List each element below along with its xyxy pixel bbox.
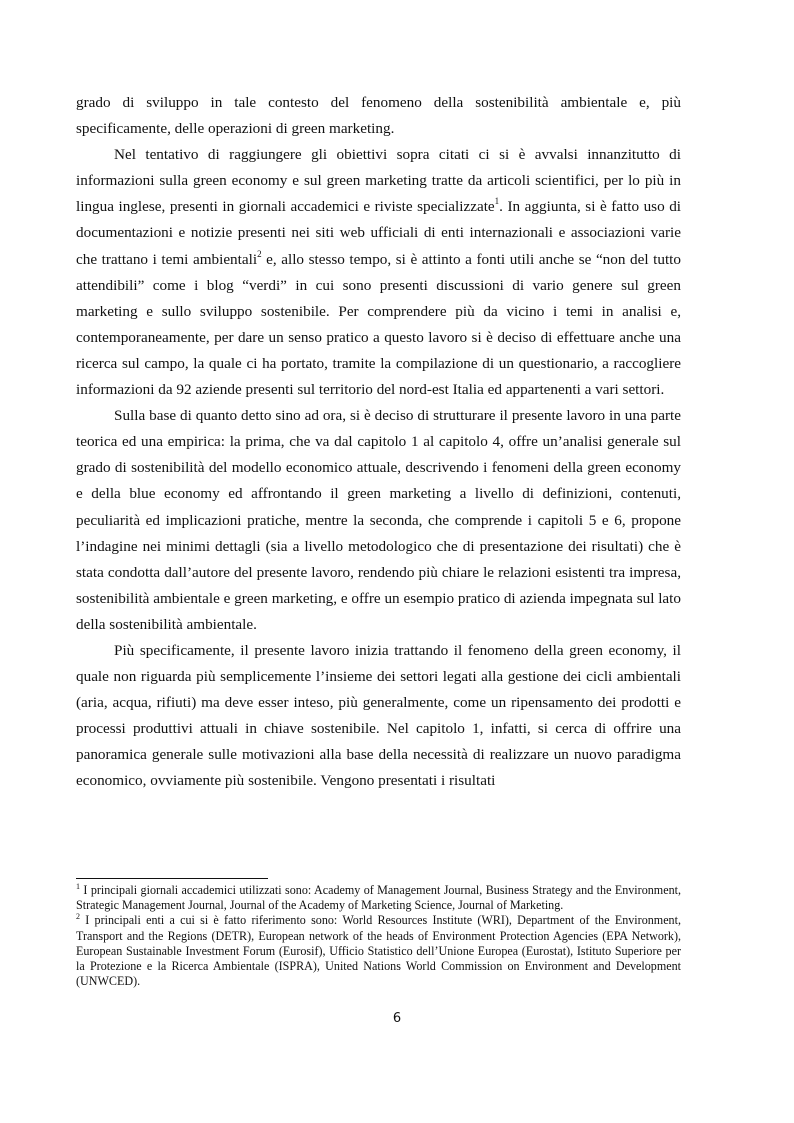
footnote-ref-1: 1 (494, 196, 500, 207)
paragraph-2-part-a: Nel tentativo di raggiungere gli obiettivi sopra citati ci si è avvalsi innanzitutto di informazioni sulla green economy e sul green marketing tratte da articoli scientifici, per lo più in lingua inglese, presenti in giornali accademici e riviste specializzate (76, 146, 681, 216)
paragraph-4: Più specificamente, il presente lavoro inizia trattando il fenomeno della green economy, il quale non riguarda più semplicemente l’insieme dei settori legati alla gestione dei cicli ambientali (aria, acqua, rifiuti) ma deve esser inteso, più generalmente, come un ripensamento dei prodotti e processi produttivi attuali in chiave sostenibile. Nel capitolo 1, infatti, si cerca di offrire una panoramica generale sulle motivazioni alla base della necessità di realizzare un nuovo paradigma economico, ovviamente più sostenibile. Vengono presentati i risultati (76, 641, 681, 790)
footnote-2-text: I principali enti a cui si è fatto riferimento sono: World Resources Institute (WRI), Department of the Environment, Transport and the Regions (DETR), European network of the heads of Environment Protection Agencies (EPA Network), European Sustainable Investment Forum (Eurosif), Ufficio Statistico dell’Unione Europea (Eurostat), Istituto Superiore per la Protezione e la Ricerca Ambientale (ISPRA), United Nations World Commission on Environment and Development (UNWCED). (76, 913, 681, 989)
paragraph-3: Sulla base di quanto detto sino ad ora, si è deciso di strutturare il presente lavoro in una parte teorica ed una empirica: la prima, che va dal capitolo 1 al capitolo 4, offre un’analisi generale sul grado di sostenibilità del modello economico attuale, descrivendo i fenomeni della green economy e della blue economy ed affrontando il green marketing a livello di definizioni, contenuti, peculiarità ed implicazioni pratiche, mentre la seconda, che comprende i capitoli 5 e 6, propone l’indagine nei minimi dettagli (sia a livello metodologico che di presentazione dei risultati) che è stata condotta dall’autore del presente lavoro, rendendo più chiare le relazioni esistenti tra impresa, sostenibilità ambientale e green marketing, e offre un esempio pratico di azienda impegnata sul lato della sostenibilità ambientale. (76, 407, 681, 633)
paragraph-2-part-b: . In aggiunta, si è fatto uso di documentazioni e notizie presenti nei siti web ufficiali di enti internazionali e associazioni varie che trattano i temi ambientali (76, 198, 682, 268)
footnote-1-mark: 1 (76, 881, 80, 891)
footnote-2-mark: 2 (76, 912, 80, 922)
footnote-ref-2: 2 (257, 248, 262, 259)
footnotes (76, 883, 681, 989)
footnote-1 (76, 883, 681, 913)
footnote-1-text: I principali giornali accademici utilizzati sono: Academy of Management Journal, Business Strategy and the Environment, Strategic Management Journal, Journal of the Academy of Marketing Science, Journal of Marketing. (76, 883, 681, 913)
footnote-2 (76, 913, 681, 989)
paragraph-1: grado di sviluppo in tale contesto del fenomeno della sostenibilità ambientale e, più specificamente, delle operazioni di green marketing. (76, 94, 681, 138)
paragraph-2-part-c: e, allo stesso tempo, si è attinto a fonti utili anche se “non del tutto attendibili” come i blog “verdi” in cui sono presenti discussioni di vario genere sul green marketing e sullo sviluppo sostenibile. Per comprendere più da vicino i temi in analisi e, contemporaneamente, per dare un senso pratico a questo lavoro si è deciso di effettuare anche una ricerca sul campo, la quale ci ha portato, tramite la compilazione di un questionario, a raccogliere informazioni da 92 aziende presenti sul territorio del nord-est Italia ed appartenenti a vari settori. (76, 250, 682, 399)
paragraph-2 (76, 142, 681, 403)
page-number: 6 (392, 1011, 402, 1026)
footnote-separator (76, 878, 268, 879)
document-body (76, 90, 681, 795)
